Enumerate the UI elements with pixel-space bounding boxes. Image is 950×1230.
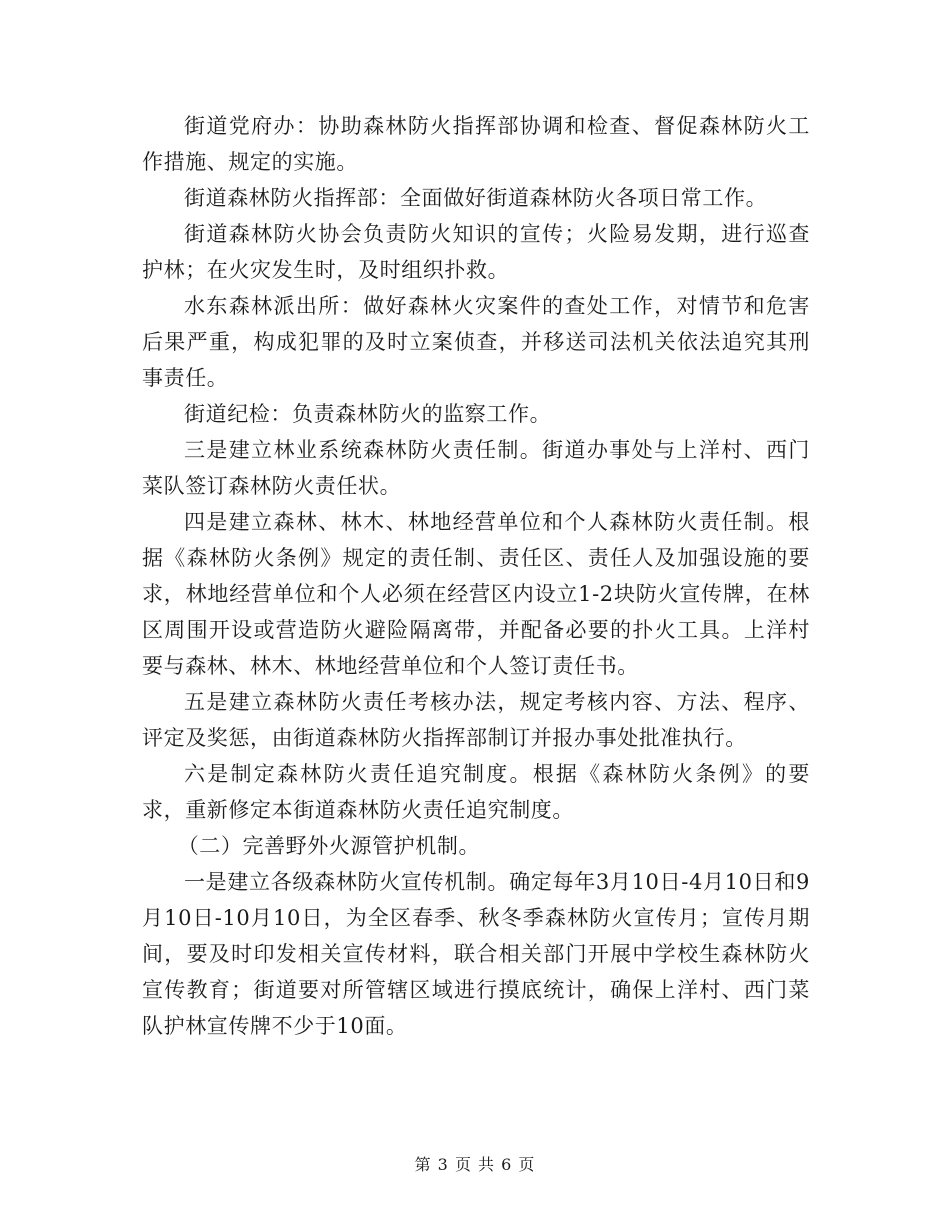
page-number-footer: 第 3 页 共 6 页: [414, 1155, 536, 1174]
paragraph-item-five: 五是建立森林防火责任考核办法，规定考核内容、方法、程序、评定及奖惩，由街道森林防火指挥部制订并报办事处批准执行。: [142, 690, 810, 750]
paragraph-dangfuban: 街道党府办：协助森林防火指挥部协调和检查、督促森林防火工作措施、规定的实施。: [142, 114, 810, 174]
paragraph-publicity-mechanism: 一是建立各级森林防火宣传机制。确定每年3月10日-4月10日和9月10日-10月10日，为全区春季、秋冬季森林防火宣传月；宣传月期间，要及时印发相关宣传材料，联合相关部门开展中学校生森林防火宣传教育；街道要对所管辖区域进行摸底统计，确保上洋村、西门菜队护林宣传牌不少于10面。: [142, 870, 810, 1038]
paragraph-paichusuo: 水东森林派出所：做好森林火灾案件的查处工作，对情节和危害后果严重，构成犯罪的及时立案侦查，并移送司法机关依法追究其刑事责任。: [142, 294, 810, 390]
paragraph-zhihuibu: 街道森林防火指挥部：全面做好街道森林防火各项日常工作。: [184, 186, 768, 210]
paragraph-item-four: 四是建立森林、林木、林地经营单位和个人森林防火责任制。根据《森林防火条例》规定的责任制、责任区、责任人及加强设施的要求，林地经营单位和个人必须在经营区内设立1-2块防火宣传牌，在林区周围开设或营造防火避险隔离带，并配备必要的扑火工具。上洋村要与森林、林木、林地经营单位和个人签订责任书。: [142, 510, 810, 678]
paragraph-jijian: 街道纪检：负责森林防火的监察工作。: [184, 402, 552, 426]
paragraph-item-six: 六是制定森林防火责任追究制度。根据《森林防火条例》的要求，重新修定本街道森林防火责任追究制度。: [142, 762, 810, 822]
paragraph-xiehui: 街道森林防火协会负责防火知识的宣传；火险易发期，进行巡查护林；在火灾发生时，及时组织扑救。: [142, 222, 810, 282]
section-heading: （二）完善野外火源管护机制。: [177, 834, 481, 858]
document-body: [142, 108, 810, 1044]
paragraph-item-three: 三是建立林业系统森林防火责任制。街道办事处与上洋村、西门菜队签订森林防火责任状。: [142, 438, 810, 498]
